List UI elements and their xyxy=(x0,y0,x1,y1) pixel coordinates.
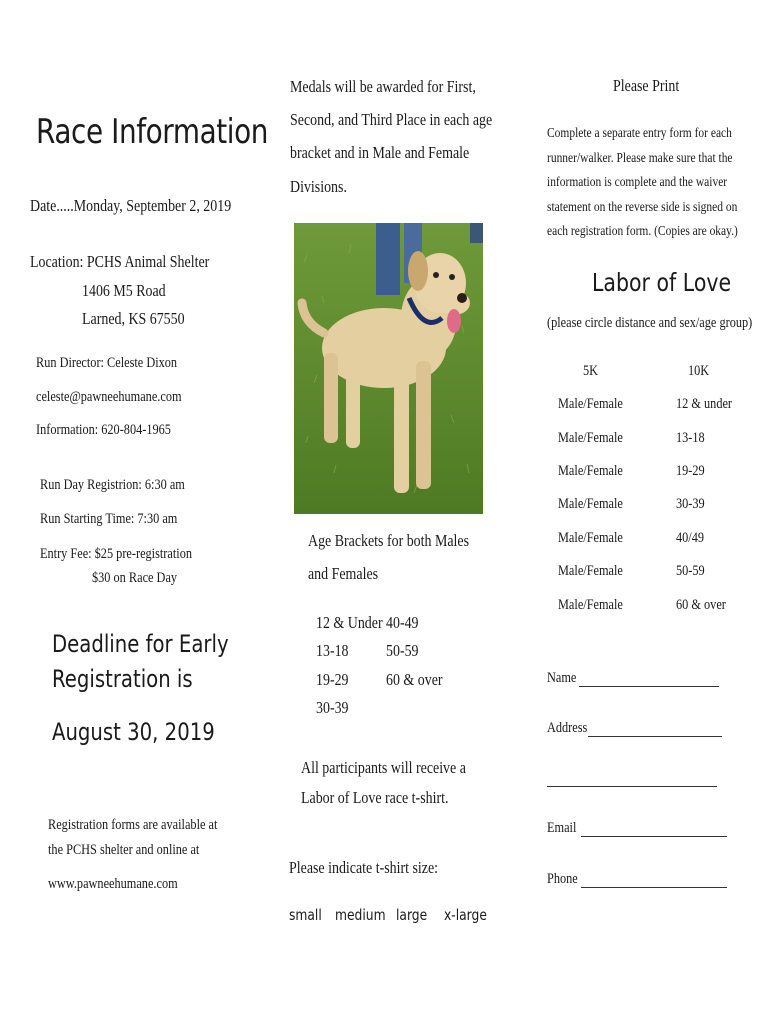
bracket-item: 60 & over xyxy=(386,670,443,689)
size-option-large[interactable]: large xyxy=(396,906,428,924)
age-group-option[interactable]: 12 & under xyxy=(676,396,733,412)
name-input-line[interactable] xyxy=(579,672,719,687)
sex-option[interactable]: Male/Female xyxy=(558,597,623,613)
race-date: Date.....Monday, September 2, 2019 xyxy=(30,196,232,215)
location-line-1: Location: PCHS Animal Shelter xyxy=(30,252,210,271)
medals-line-1: Medals will be awarded for First, xyxy=(290,77,476,96)
sex-option[interactable]: Male/Female xyxy=(558,430,623,446)
sex-option[interactable]: Male/Female xyxy=(558,463,623,479)
bracket-item: 13-18 xyxy=(316,641,349,660)
deadline-date: August 30, 2019 xyxy=(52,718,215,746)
email-input-line[interactable] xyxy=(581,822,727,837)
dog-photo xyxy=(294,223,483,514)
instructions-line: each registration form. (Copies are okay.) xyxy=(547,224,738,239)
instructions-line: Complete a separate entry form for each xyxy=(547,126,732,141)
email-label: Email xyxy=(547,820,577,836)
instructions-line: runner/walker. Please make sure that the xyxy=(547,151,733,166)
age-group-option[interactable]: 40/49 xyxy=(676,530,705,546)
medals-line-3: bracket and in Male and Female xyxy=(290,143,470,162)
medals-line-2: Second, and Third Place in each age xyxy=(290,110,493,129)
address-input-line-2[interactable] xyxy=(547,785,717,787)
tshirt-note-line-1: All participants will receive a xyxy=(301,758,466,777)
bracket-item: 40-49 xyxy=(386,613,419,632)
sex-option[interactable]: Male/Female xyxy=(558,496,623,512)
deadline-line-2: Registration is xyxy=(52,665,193,693)
size-option-medium[interactable]: medium xyxy=(335,906,386,924)
location-line-2: 1406 M5 Road xyxy=(82,281,166,300)
deadline-line-1: Deadline for Early xyxy=(52,630,229,658)
bracket-item: 30-39 xyxy=(316,698,349,717)
sex-option[interactable]: Male/Female xyxy=(558,563,623,579)
name-label: Name xyxy=(547,670,577,686)
phone-label: Phone xyxy=(547,871,578,887)
event-title: Labor of Love xyxy=(592,268,732,297)
bracket-item: 12 & Under xyxy=(316,613,383,632)
race-info-title: Race Information xyxy=(36,112,269,152)
age-group-option[interactable]: 30-39 xyxy=(676,496,705,512)
name-field[interactable] xyxy=(547,670,719,687)
sex-option[interactable]: Male/Female xyxy=(558,396,623,412)
tshirt-size-prompt: Please indicate t-shirt size: xyxy=(289,858,439,877)
sex-option[interactable]: Male/Female xyxy=(558,530,623,546)
age-group-option[interactable]: 13-18 xyxy=(676,430,705,446)
availability-line-2: the PCHS shelter and online at xyxy=(48,842,200,858)
tshirt-note-line-2: Labor of Love race t-shirt. xyxy=(301,788,449,807)
phone-input-line[interactable] xyxy=(581,873,727,888)
bracket-item: 50-59 xyxy=(386,641,419,660)
age-group-option[interactable]: 50-59 xyxy=(676,563,705,579)
distance-10k-header: 10K xyxy=(688,363,710,379)
age-brackets-heading-2: and Females xyxy=(308,564,379,583)
address-label: Address xyxy=(547,720,588,736)
distance-5k-header: 5K xyxy=(583,363,599,379)
website-url: www.pawneehumane.com xyxy=(48,876,178,892)
run-day-registration: Run Day Registrion: 6:30 am xyxy=(40,477,185,493)
run-director: Run Director: Celeste Dixon xyxy=(36,355,178,371)
size-option-small[interactable]: small xyxy=(289,906,322,924)
entry-fee-line-1: Entry Fee: $25 pre-registration xyxy=(40,546,193,562)
info-phone: Information: 620-804-1965 xyxy=(36,422,171,438)
medals-line-4: Divisions. xyxy=(290,177,347,196)
contact-email: celeste@pawneehumane.com xyxy=(36,389,182,405)
instructions-line: statement on the reverse side is signed on xyxy=(547,200,738,215)
age-group-option[interactable]: 60 & over xyxy=(676,597,726,613)
bracket-item: 19-29 xyxy=(316,670,349,689)
instructions-line: information is complete and the waiver xyxy=(547,175,728,190)
address-field[interactable] xyxy=(547,720,722,737)
age-brackets-heading-1: Age Brackets for both Males xyxy=(308,531,470,550)
address-input-line[interactable] xyxy=(588,722,722,737)
location-line-3: Larned, KS 67550 xyxy=(82,309,185,328)
entry-fee-line-2: $30 on Race Day xyxy=(92,570,178,586)
circle-instructions: (please circle distance and sex/age group) xyxy=(547,315,753,331)
please-print-heading: Please Print xyxy=(613,76,680,95)
age-group-option[interactable]: 19-29 xyxy=(676,463,705,479)
email-field[interactable] xyxy=(547,820,727,837)
size-option-x-large[interactable]: x-large xyxy=(444,906,487,924)
availability-line-1: Registration forms are available at xyxy=(48,817,218,833)
run-start-time: Run Starting Time: 7:30 am xyxy=(40,511,178,527)
phone-field[interactable] xyxy=(547,871,727,888)
